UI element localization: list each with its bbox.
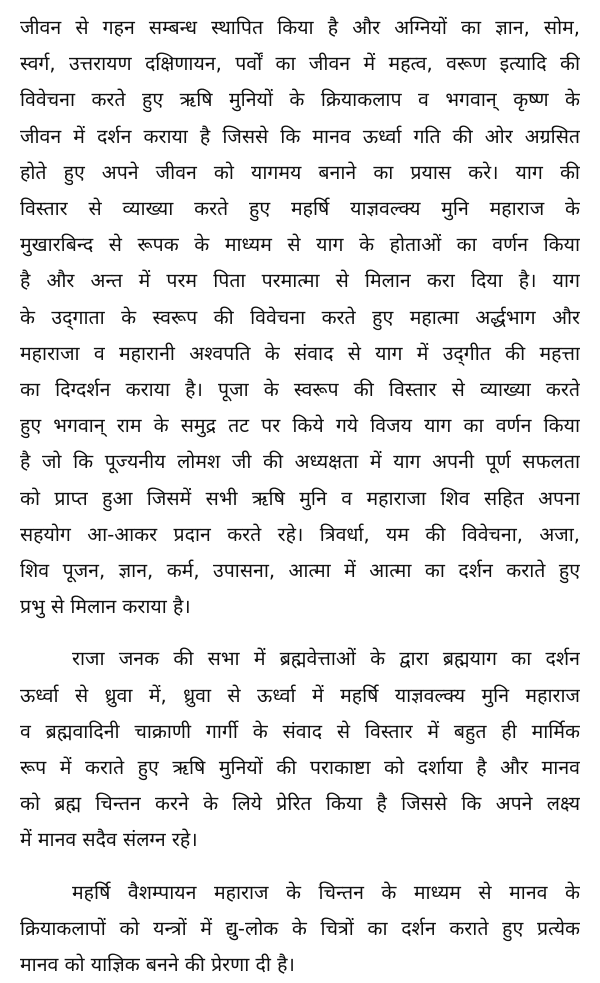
text-line: राजा जनक की सभा में ब्रह्मवेत्ताओं के द्वारा ब्रह्मयाग का दर्शन	[72, 647, 580, 671]
text-line: जीवन से गहन सम्बन्ध स्थापित किया है और अग्नियों का ज्ञान, सोम,	[20, 16, 580, 39]
text-line: रूप में कराते हुए ऋषि मुनियों की पराकाष्टा को दर्शाया है और मानव	[20, 756, 580, 780]
text-line: शिव पूजन, ज्ञान, कर्म, उपासना, आत्मा में आत्मा का दर्शन कराते हुए	[20, 559, 580, 583]
text-line: का दिग्दर्शन कराया है। पूजा के स्वरूप की विस्तार से व्याख्या करते	[20, 378, 580, 402]
text-line: महर्षि वैशम्पायन महाराज के चिन्तन के माध्यम से मानव के	[72, 880, 580, 904]
text-line: है जो कि पूज्यनीय लोमश जी की अध्यक्षता में याग अपनी पूर्ण सफलता	[20, 450, 580, 474]
text-line: होते हुए अपने जीवन को यागमय बनाने का प्रयास करे। याग की	[20, 160, 580, 184]
text-line: क्रियाकलापों को यन्त्रों में द्यु-लोक के चित्रों का दर्शन कराते हुए प्रत्येक	[20, 916, 580, 940]
text-line: महाराजा व महारानी अश्वपति के संवाद से याग में उद्‌गीत की महत्ता	[20, 341, 580, 365]
text-line: मानव को याज्ञिक बनने की प्रेरणा दी है।	[20, 953, 295, 977]
text-line: व ब्रह्मवादिनी चाक्राणी गार्गी के संवाद से विस्तार में बहुत ही मार्मिक	[20, 719, 580, 743]
text-line: विवेचना करते हुए ऋषि मुनियों के क्रियाकलाप व भगवान् कृष्ण के	[20, 88, 580, 112]
text-line: हुए भगवान् राम के समुद्र तट पर किये गये विजय याग का वर्णन किया	[20, 414, 580, 438]
text-line: प्रभु से मिलान कराया है।	[20, 595, 191, 619]
text-line: को प्राप्त हुआ जिसमें सभी ऋषि मुनि व महाराजा शिव सहित अपना	[20, 486, 580, 510]
paragraph-2	[20, 641, 580, 858]
text-line: ऊर्ध्वा से ध्रुवा में, ध्रुवा से ऊर्ध्वा में महर्षि याज्ञवल्क्य मुनि महाराज	[20, 683, 580, 707]
paragraph-1	[20, 10, 580, 625]
text-line: जीवन में दर्शन कराया है जिससे कि मानव ऊर्ध्वा गति की ओर अग्रसित	[20, 124, 580, 148]
text-line: सहयोग आ-आकर प्रदान करते रहे। त्रिवर्धा, यम की विवेचना, अजा,	[20, 522, 580, 546]
text-line: विस्तार से व्याख्या करते हुए महर्षि याज्ञवल्क्य मुनि महाराज के	[20, 197, 580, 221]
text-line: मुखारबिन्द से रूपक के माध्यम से याग के होताओं का वर्णन किया	[20, 233, 580, 257]
text-line: है और अन्त में परम पिता परमात्मा से मिलान करा दिया है। याग	[20, 269, 580, 293]
text-line: को ब्रह्म चिन्तन करने के लिये प्रेरित किया है जिससे कि अपने लक्ष्य	[20, 792, 580, 816]
text-line: के उद्‌गाता के स्वरूप की विवेचना करते हुए महात्मा अर्द्धभाग और	[20, 305, 580, 329]
paragraph-3	[20, 875, 580, 983]
text-line: स्वर्ग, उत्तरायण दक्षिणायन, पर्वों का जीवन में महत्व, वरूण इत्यादि की	[20, 52, 580, 76]
text-line: में मानव सदैव संलग्न रहे।	[20, 828, 198, 852]
